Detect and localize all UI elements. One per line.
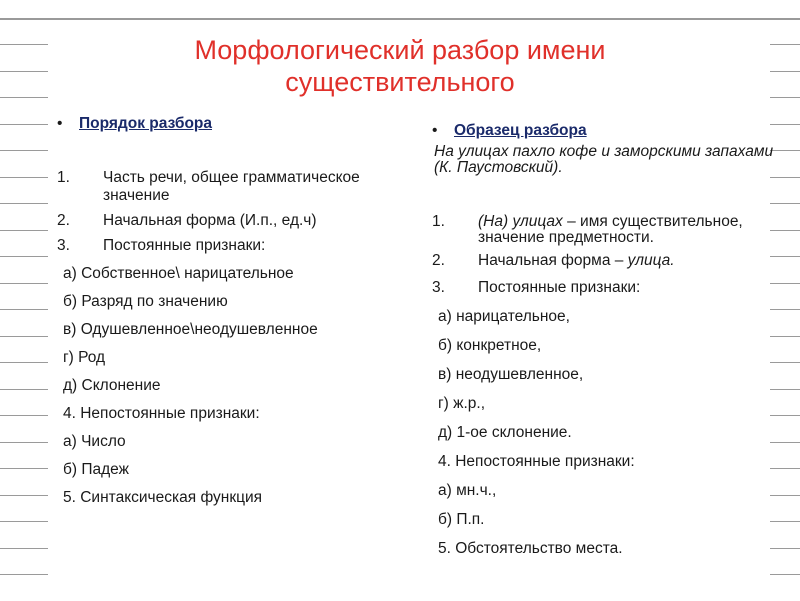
- left-sub-item: а) Число: [63, 433, 126, 450]
- right-sub-item: 4. Непостоянные признаки:: [438, 453, 635, 470]
- left-sub-item: 4. Непостоянные признаки:: [63, 405, 260, 422]
- right-sub-item: д) 1-ое склонение.: [438, 424, 572, 441]
- left-edge-lines: [0, 44, 48, 601]
- parse-example-column: [430, 122, 795, 558]
- left-sub-item: 5. Синтаксическая функция: [63, 489, 263, 506]
- left-sub-item: б) Падеж: [63, 461, 129, 478]
- right-sub-item: 5. Обстоятельство места.: [438, 540, 623, 557]
- right-sub-item: б) конкретное,: [438, 337, 542, 354]
- right-numbered-item-2: 2. Начальная форма – улица.: [432, 252, 675, 269]
- right-sub-item: а) мн.ч.,: [438, 482, 497, 499]
- left-numbered-item-2: 2. Начальная форма (И.п., ед.ч): [57, 212, 317, 229]
- left-numbered-item-1: 1. Часть речи, общее грамматическое значение: [57, 169, 360, 204]
- right-sub-item: а) нарицательное,: [438, 308, 570, 325]
- left-numbered-item-3: 3. Постоянные признаки:: [57, 237, 266, 254]
- title-line-2: существительного: [285, 67, 515, 97]
- example-word: (На) улицах: [478, 213, 563, 230]
- parse-order-column: [55, 115, 410, 507]
- parse-order-heading: [55, 115, 410, 133]
- bullet-icon: •: [57, 115, 63, 132]
- parse-example-heading: [430, 122, 795, 140]
- left-sub-item: а) Собственное\ нарицательное: [63, 265, 294, 282]
- right-sub-item: б) П.п.: [438, 511, 485, 528]
- left-sub-item: г) Род: [63, 349, 106, 366]
- right-sub-item: г) ж.р.,: [438, 395, 486, 412]
- right-numbered-item-3: 3. Постоянные признаки:: [432, 279, 641, 296]
- initial-form-word: улица.: [627, 252, 675, 269]
- left-sub-item: б) Разряд по значению: [63, 293, 228, 310]
- top-rule: [0, 18, 800, 20]
- slide-title: [60, 34, 740, 98]
- title-line-1: Морфологический разбор имени: [194, 35, 606, 65]
- parse-order-heading-text: Порядок разбора: [79, 115, 213, 132]
- right-numbered-item-1: 1. (На) улицах – имя существительное, значение предметности.: [432, 213, 743, 246]
- left-sub-item: д) Склонение: [63, 377, 161, 394]
- parse-example-heading-text: Образец разбора: [454, 122, 587, 139]
- right-sub-item: в) неодушевленное,: [438, 366, 584, 383]
- bullet-icon: •: [432, 122, 438, 139]
- left-sub-item: в) Одушевленное\неодушевленное: [63, 321, 318, 338]
- example-sentence: На улицах пахло кофе и заморскими запахами (К. Паустовский).: [434, 143, 774, 176]
